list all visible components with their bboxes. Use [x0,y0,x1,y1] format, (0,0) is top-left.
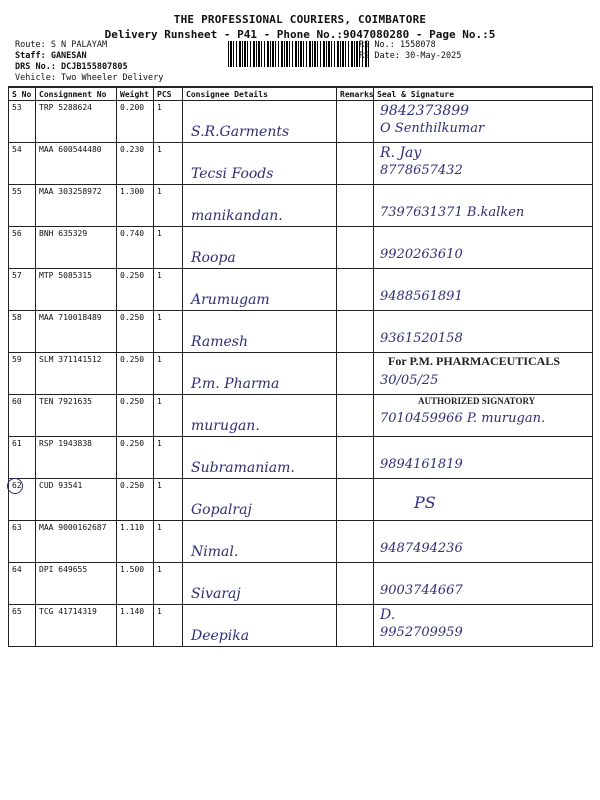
row-seal-signature [374,185,593,227]
row-consignment-no: DPI 649655 [36,563,117,605]
row-consignee [183,185,337,227]
row-consignee [183,269,337,311]
row-consignee [183,563,337,605]
row-consignee [183,227,337,269]
row-consignment-no: SLM 371141512 [36,353,117,395]
row-seal-signature [374,563,593,605]
row-weight: 0.250 [117,395,154,437]
row-consignee [183,143,337,185]
row-pcs: 1 [154,479,183,521]
row-consignee [183,101,337,143]
company-title: THE PROFESSIONAL COURIERS, COIMBATORE [173,13,427,26]
signature-line-2: O Senthilkumar [380,121,485,136]
barcode [228,41,370,67]
row-seal-signature [374,101,593,143]
consignee-name-handwritten: Nimal. [191,544,239,560]
row-weight: 1.500 [117,563,154,605]
row-consignee [183,521,337,563]
row-sno: 60 [9,395,36,437]
row-remarks [337,227,374,269]
col-remarks: Remarks [337,87,374,101]
col-consignment: Consignment No [36,87,117,101]
row-weight: 1.110 [117,521,154,563]
row-consignee [183,395,337,437]
row-consignee [183,437,337,479]
table-row [9,185,593,227]
row-seal-signature [374,227,593,269]
row-consignment-no: TCG 41714319 [36,605,117,647]
row-sno: 65 [9,605,36,647]
row-seal-signature [374,143,593,185]
row-pcs: 1 [154,353,183,395]
signature-line-2: 7397631371 B.kalken [380,205,525,220]
row-remarks [337,353,374,395]
table-row [9,227,593,269]
row-pcs: 1 [154,437,183,479]
row-seal-signature [374,311,593,353]
row-consignment-no: MAA 303258972 [36,185,117,227]
row-seal-signature [374,269,593,311]
row-consignment-no: TEN 7921635 [36,395,117,437]
row-remarks [337,437,374,479]
row-sno: 58 [9,311,36,353]
row-consignee [183,311,337,353]
table-row [9,395,593,437]
row-consignment-no: CUD 93541 [36,479,117,521]
signature-line-2: 30/05/25 [380,373,439,388]
row-weight: 0.250 [117,269,154,311]
row-sno [9,479,36,521]
row-consignee [183,353,337,395]
signature-line-2: 9920263610 [380,247,463,262]
signature-line-2: 9361520158 [380,331,463,346]
table-row [9,101,593,143]
runsheet-subtitle: Delivery Runsheet - P41 - Phone No.:9047080280 - Page No.:5 [104,28,496,41]
consignee-name-handwritten: Arumugam [191,292,270,308]
consignee-name-handwritten: Roopa [191,250,236,266]
signature-line-2: 9488561891 [380,289,463,304]
row-seal-signature [374,479,593,521]
row-sno: 57 [9,269,36,311]
staff-label: Staff: GANESAN [15,51,87,61]
row-sno: 53 [9,101,36,143]
signature-line-1: D. [380,607,396,623]
row-seal-signature [374,605,593,647]
consignee-name-handwritten: murugan. [191,418,260,434]
row-pcs: 1 [154,185,183,227]
col-consignee: Consignee Details [183,87,337,101]
row-seal-signature [374,437,593,479]
row-pcs: 1 [154,605,183,647]
row-remarks [337,395,374,437]
signature-line-2: 9003744667 [380,583,463,598]
drs-label: DRS No.: DCJB155807805 [15,62,128,72]
row-pcs: 1 [154,101,183,143]
col-signature: Seal & Signature [374,87,593,101]
route-label: Route: S N PALAYAM [15,40,108,50]
table-header-row [9,87,593,101]
row-remarks [337,479,374,521]
row-weight: 0.230 [117,143,154,185]
row-sno: 64 [9,563,36,605]
row-remarks [337,311,374,353]
table-row [9,437,593,479]
row-seal-signature [374,395,593,437]
consignee-name-handwritten: Deepika [191,628,250,644]
consignee-name-handwritten: Sivaraj [191,586,241,602]
row-remarks [337,563,374,605]
signature-line-1: AUTHORIZED SIGNATORY [418,396,536,406]
row-seal-signature [374,353,593,395]
row-consignment-no: TRP 5288624 [36,101,117,143]
row-remarks [337,101,374,143]
row-consignment-no: MAA 710018489 [36,311,117,353]
table-row [9,479,593,521]
signature-line-2: 9487494236 [380,541,463,556]
table-row [9,311,593,353]
row-sno-text: 62 [12,481,22,490]
vehicle-label: Vehicle: Two Wheeler Delivery [15,73,164,83]
row-consignee [183,479,337,521]
row-weight: 0.250 [117,437,154,479]
rs-number: RS No.: 1558078 [359,40,436,50]
row-pcs: 1 [154,227,183,269]
consignee-name-handwritten: manikandan. [191,208,283,224]
signature-line-1: For P.M. PHARMACEUTICALS [388,354,561,368]
signature-line-2: 9894161819 [380,457,463,472]
signature-line-2: 7010459966 P. murugan. [380,411,546,426]
row-pcs: 1 [154,269,183,311]
row-sno: 54 [9,143,36,185]
col-weight: Weight [117,87,154,101]
row-weight: 1.140 [117,605,154,647]
runsheet-table [8,86,593,647]
col-pcs: PCS [154,87,183,101]
row-consignee [183,605,337,647]
table-row [9,521,593,563]
table-row [9,143,593,185]
table-row [9,353,593,395]
consignee-name-handwritten: P.m. Pharma [191,376,280,392]
row-remarks [337,185,374,227]
rs-date: RS Date: 30-May-2025 [359,51,462,61]
row-weight: 0.740 [117,227,154,269]
consignee-name-handwritten: Ramesh [191,334,248,350]
signature-line-1: R. Jay [380,145,422,161]
row-weight: 1.300 [117,185,154,227]
row-consignment-no: MAA 600544480 [36,143,117,185]
consignee-name-handwritten: Gopalraj [191,502,252,518]
table-row [9,563,593,605]
row-consignment-no: MAA 9000162687 [36,521,117,563]
row-pcs: 1 [154,521,183,563]
row-sno: 56 [9,227,36,269]
row-remarks [337,521,374,563]
circle-mark-icon [7,478,23,494]
row-remarks [337,143,374,185]
signature-line-2: 8778657432 [380,163,463,178]
row-sno: 59 [9,353,36,395]
row-sno: 63 [9,521,36,563]
row-weight: 0.250 [117,311,154,353]
row-weight: 0.250 [117,479,154,521]
consignee-name-handwritten: Tecsi Foods [191,166,274,182]
signature-line-1: 9842373899 [380,103,470,119]
table-row [9,605,593,647]
signature-line-2: 9952709959 [380,625,463,640]
row-pcs: 1 [154,143,183,185]
row-weight: 0.200 [117,101,154,143]
row-pcs: 1 [154,395,183,437]
row-consignment-no: BNH 635329 [36,227,117,269]
row-remarks [337,605,374,647]
row-sno: 55 [9,185,36,227]
signature-line-2: PS [414,493,436,512]
consignee-name-handwritten: Subramaniam. [191,460,295,476]
row-pcs: 1 [154,311,183,353]
row-sno: 61 [9,437,36,479]
col-sno: S No [9,87,36,101]
row-consignment-no: RSP 1943838 [36,437,117,479]
row-seal-signature [374,521,593,563]
row-weight: 0.250 [117,353,154,395]
row-remarks [337,269,374,311]
row-pcs: 1 [154,563,183,605]
consignee-name-handwritten: S.R.Garments [191,124,290,140]
table-row [9,269,593,311]
row-consignment-no: MTP 5085315 [36,269,117,311]
